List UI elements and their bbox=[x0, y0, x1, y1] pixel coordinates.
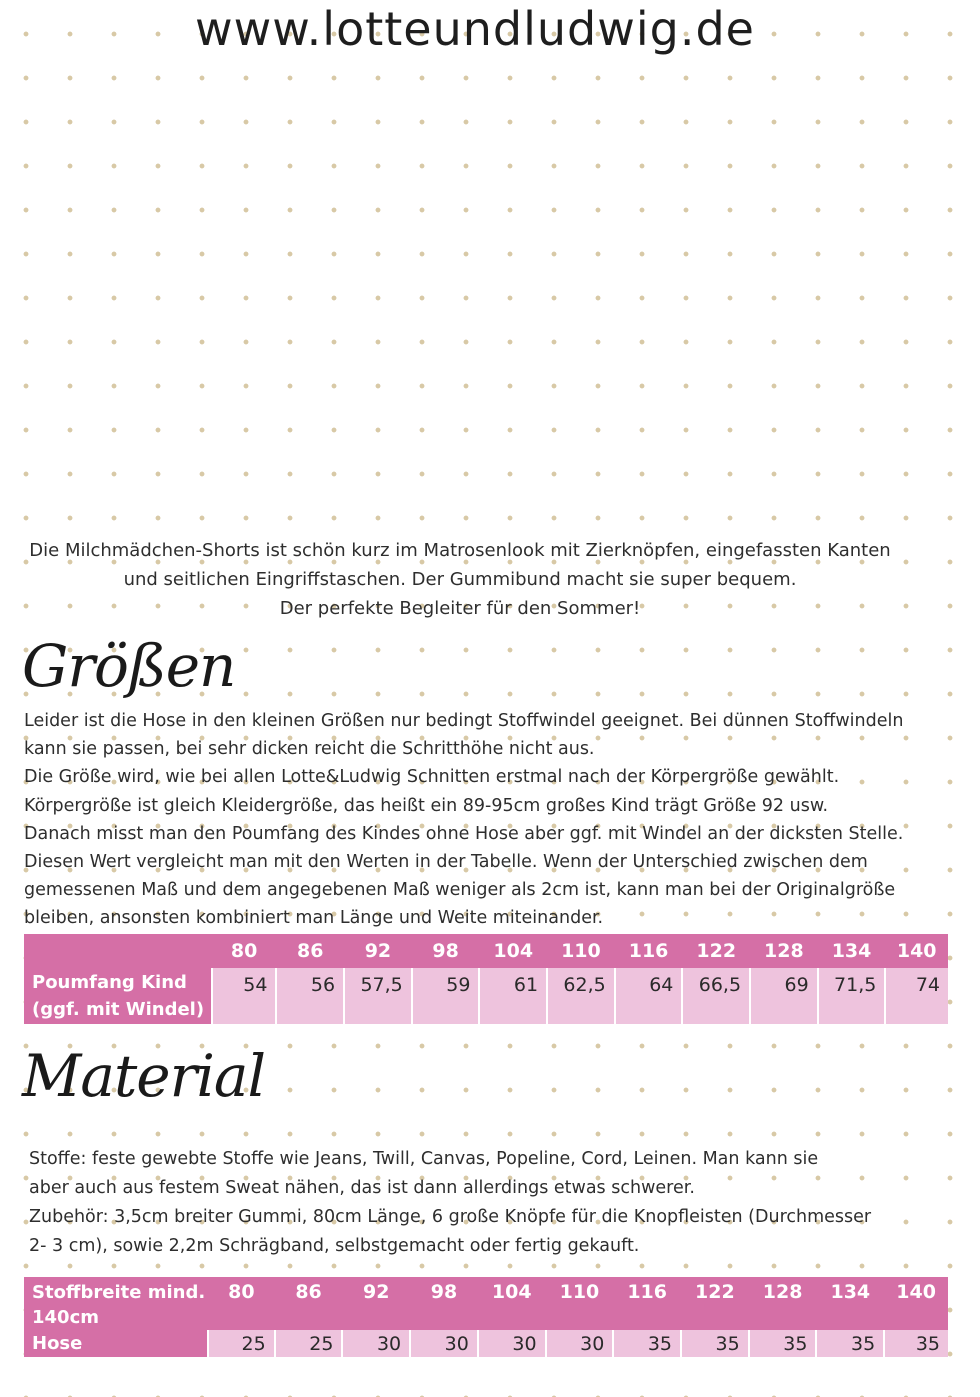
size-header: 110 bbox=[559, 1281, 600, 1303]
table-cell: 59 bbox=[412, 968, 480, 1024]
table-cell: 35 bbox=[613, 1330, 681, 1357]
sizes-line: gemessenen Maß und dem angegebenen Maß weniger als 2cm ist, kann man bei der Originalgröße bbox=[24, 880, 896, 901]
row-label-hose: Hose bbox=[24, 1330, 208, 1357]
size-header: 134 bbox=[831, 940, 872, 962]
table-cell: 30 bbox=[478, 1330, 546, 1357]
table-cell: 35 bbox=[816, 1330, 884, 1357]
fabric-table bbox=[24, 1277, 948, 1357]
table-cell: 25 bbox=[208, 1330, 275, 1357]
sizes-line: Danach misst man den Poumfang des Kindes ohne Hose aber ggf. mit Windel an der dicksten Stelle. bbox=[24, 823, 904, 844]
size-header: 86 bbox=[297, 940, 324, 962]
size-header: 104 bbox=[491, 1281, 532, 1303]
size-header: 116 bbox=[627, 1281, 667, 1303]
size-header: 122 bbox=[695, 1281, 735, 1303]
sizes-description bbox=[24, 707, 924, 933]
fabric-width-label-line: 140cm bbox=[32, 1307, 99, 1328]
table-cell: 71,5 bbox=[818, 968, 886, 1024]
table-cell: 54 bbox=[212, 968, 277, 1024]
fabric-width-label-line: Stoffbreite mind. bbox=[32, 1282, 206, 1303]
material-line: 2- 3 cm), sowie 2,2m Schrägband, selbstgemacht oder fertig gekauft. bbox=[29, 1236, 640, 1256]
size-header: 110 bbox=[561, 940, 601, 962]
size-header: 104 bbox=[493, 940, 534, 962]
table-cell: 74 bbox=[885, 968, 948, 1024]
sizes-line: kann sie passen, bei sehr dicken reicht die Schritthöhe nicht aus. bbox=[24, 739, 595, 760]
size-header: 98 bbox=[432, 940, 459, 962]
size-header: 92 bbox=[363, 1281, 390, 1303]
table-cell: 56 bbox=[276, 968, 344, 1024]
intro-text bbox=[20, 536, 900, 623]
size-header: 134 bbox=[830, 1281, 871, 1303]
table-cell: 35 bbox=[884, 1330, 948, 1357]
size-header: 80 bbox=[230, 940, 258, 962]
material-heading: Material bbox=[22, 1042, 266, 1110]
size-table bbox=[24, 934, 948, 1024]
table-cell: 30 bbox=[342, 1330, 410, 1357]
table-cell: 35 bbox=[749, 1330, 817, 1357]
row-label-poumfang bbox=[24, 968, 212, 1024]
fabric-width-label bbox=[24, 1277, 208, 1330]
table-cell: 25 bbox=[275, 1330, 343, 1357]
material-line: Zubehör: 3,5cm breiter Gummi, 80cm Länge, 6 große Knöpfe für die Knopfleisten (Durchmesser bbox=[29, 1207, 872, 1227]
table-cell: 64 bbox=[615, 968, 683, 1024]
table-cell: 66,5 bbox=[682, 968, 750, 1024]
sizes-line: bleiben, ansonsten kombiniert man Länge und Weite miteinander. bbox=[24, 908, 604, 929]
sizes-line: Körpergröße ist gleich Kleidergröße, das heißt ein 89-95cm großes Kind trägt Größe 92 usw. bbox=[24, 795, 829, 816]
sizes-line: Die Größe wird, wie bei allen Lotte&Ludwig Schnitten erstmal nach der Körpergröße gewählt. bbox=[24, 767, 840, 788]
table-cell: 57,5 bbox=[344, 968, 412, 1024]
sizes-line: Diesen Wert vergleicht man mit den Werten in der Tabelle. Wenn der Unterschied zwischen dem bbox=[24, 852, 868, 873]
size-header: 86 bbox=[295, 1281, 322, 1303]
site-url: www.lotteundludwig.de bbox=[195, 2, 755, 56]
size-header: 140 bbox=[896, 1281, 936, 1303]
row-label-line: (ggf. mit Windel) bbox=[32, 999, 205, 1020]
size-header: 116 bbox=[628, 940, 669, 962]
size-header: 128 bbox=[762, 1281, 803, 1303]
row-label-line: Poumfang Kind bbox=[32, 972, 187, 993]
size-table-corner bbox=[24, 934, 212, 968]
material-line: Stoffe: feste gewebte Stoffe wie Jeans, Twill, Canvas, Popeline, Cord, Leinen. Man kann sie bbox=[29, 1149, 819, 1169]
sizes-heading: Größen bbox=[22, 632, 236, 700]
intro-line: und seitlichen Eingriffstaschen. Der Gummibund macht sie super bequem. bbox=[123, 569, 797, 590]
table-cell: 62,5 bbox=[547, 968, 615, 1024]
size-header: 128 bbox=[764, 940, 804, 962]
table-cell: 30 bbox=[546, 1330, 614, 1357]
intro-line: Die Milchmädchen-Shorts ist schön kurz im Matrosenlook mit Zierknöpfen, eingefassten Kanten bbox=[29, 540, 891, 561]
size-header: 140 bbox=[896, 940, 937, 962]
size-header: 98 bbox=[430, 1281, 458, 1303]
sizes-line: Leider ist die Hose in den kleinen Größen nur bedingt Stoffwindel geeignet. Bei dünnen Stoffwindeln bbox=[24, 711, 904, 731]
table-cell: 61 bbox=[479, 968, 547, 1024]
material-description bbox=[29, 1145, 929, 1261]
intro-line: Der perfekte Begleiter für den Sommer! bbox=[279, 598, 641, 619]
size-header: 122 bbox=[696, 940, 737, 962]
size-header: 80 bbox=[228, 1281, 255, 1303]
table-cell: 69 bbox=[750, 968, 818, 1024]
table-cell: 30 bbox=[410, 1330, 478, 1357]
material-line: aber auch aus festem Sweat nähen, das ist dann allerdings etwas schwerer. bbox=[29, 1178, 695, 1198]
table-cell: 35 bbox=[681, 1330, 749, 1357]
size-header: 92 bbox=[364, 940, 392, 962]
